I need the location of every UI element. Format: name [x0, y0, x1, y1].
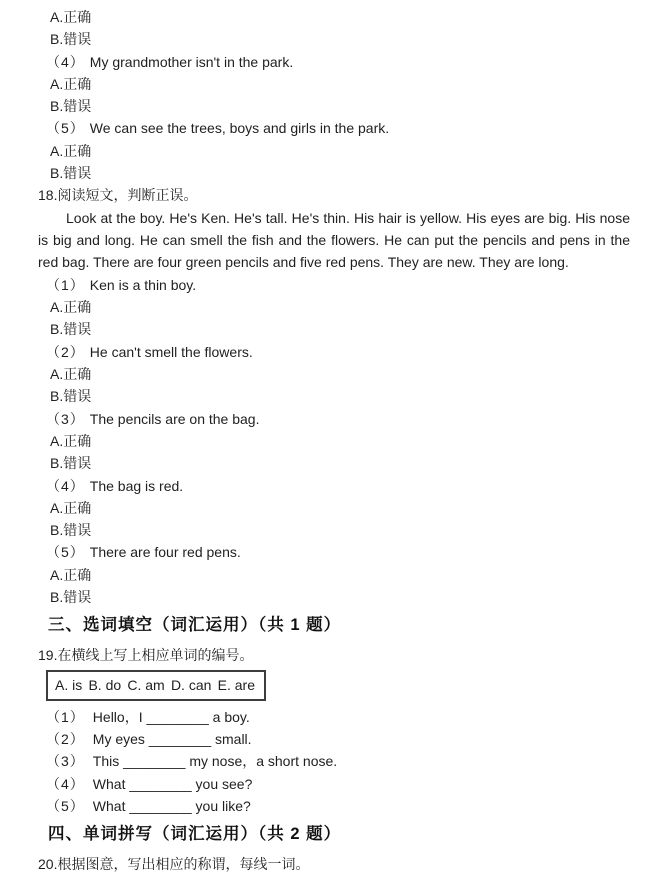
word-bank-item-a: A. is [55, 676, 83, 693]
question-18-title: 18.阅读短文，判断正误。 [38, 187, 198, 204]
tf-option-b: B.错误 [50, 388, 92, 405]
question-number: （1） [46, 708, 85, 725]
question-number: （4） [46, 477, 85, 494]
question-19-item-2 [46, 728, 630, 750]
tf-option-a: A.正确 [50, 366, 92, 383]
tf-option-b: B.错误 [50, 98, 92, 115]
question-text: The bag is red. [89, 477, 184, 494]
question-18-item-3 [46, 408, 630, 430]
question-17-item-4 [46, 51, 630, 73]
fill-blank-sentence: What ________ you like? [92, 797, 251, 814]
fill-blank-sentence: My eyes ________ small. [92, 730, 252, 747]
question-number: （5） [46, 797, 85, 814]
question-19-instruction: 19.在横线上写上相应单词的编号。 [38, 647, 254, 664]
question-number: （2） [46, 343, 85, 360]
question-18-item-5 [46, 541, 630, 563]
fill-blank-sentence: What ________ you see? [92, 775, 253, 792]
question-19-item-4 [46, 773, 630, 795]
question-17-item-5 [46, 117, 630, 139]
question-number: （3） [46, 410, 85, 427]
tf-option-a: A.正确 [50, 432, 92, 449]
tf-option-a: A.正确 [50, 142, 92, 159]
word-bank-box [46, 670, 266, 701]
fill-blank-sentence: This ________ my nose，a short nose. [92, 753, 338, 770]
tf-option-b: B.错误 [50, 522, 92, 539]
word-bank-item-d: D. can [170, 676, 212, 693]
question-number: （1） [46, 276, 85, 293]
question-text: The pencils are on the bag. [89, 410, 260, 427]
word-bank-item-e: E. are [217, 676, 255, 693]
question-19-item-3 [46, 750, 630, 772]
question-20-instruction: 20.根据图意，写出相应的称谓，每线一词。 [38, 856, 310, 873]
tf-option-b: B.错误 [50, 321, 92, 338]
question-18-passage: Look at the boy. He's Ken. He's tall. He's thin. His hair is yellow. His eyes are big. His nose is big and long. He can smell the fish and the flowers. He can put the pencils and pens in the red bag. There are four green pencils and five red pens. They are new. They are long. [38, 209, 630, 271]
question-number: （5） [46, 544, 85, 561]
word-bank-item-c: C. am [127, 676, 165, 693]
fill-blank-sentence: Hello，I ________ a boy. [92, 708, 250, 725]
question-text: He can't smell the flowers. [89, 343, 253, 360]
question-18-item-4 [46, 475, 630, 497]
tf-option-a: A.正确 [50, 299, 92, 316]
section-3-title: 三、选词填空（词汇运用）（共 1 题） [48, 616, 342, 635]
word-bank-item-b: B. do [88, 676, 122, 693]
tf-option-a: A.正确 [50, 566, 92, 583]
tf-option-b: B.错误 [50, 31, 92, 48]
tf-option-b: B.错误 [50, 455, 92, 472]
question-number: （2） [46, 730, 85, 747]
tf-option-a: A.正确 [50, 9, 92, 25]
question-text: Ken is a thin boy. [89, 276, 197, 293]
section-4-title: 四、单词拼写（词汇运用）（共 2 题） [48, 825, 342, 844]
question-18-item-2 [46, 341, 630, 363]
question-text: There are four red pens. [89, 544, 241, 561]
question-text: We can see the trees, boys and girls in the park. [89, 120, 390, 137]
tf-option-b: B.错误 [50, 165, 92, 182]
tf-option-b: B.错误 [50, 589, 92, 606]
tf-option-a: A.正确 [50, 75, 92, 92]
question-19-item-1 [46, 706, 630, 728]
question-19-item-5 [46, 795, 630, 817]
question-18-item-1 [46, 274, 630, 296]
question-number: （4） [46, 53, 85, 70]
question-text: My grandmother isn't in the park. [89, 53, 294, 70]
question-number: （4） [46, 775, 85, 792]
tf-option-a: A.正确 [50, 499, 92, 516]
question-number: （3） [46, 753, 85, 770]
question-number: （5） [46, 120, 85, 137]
